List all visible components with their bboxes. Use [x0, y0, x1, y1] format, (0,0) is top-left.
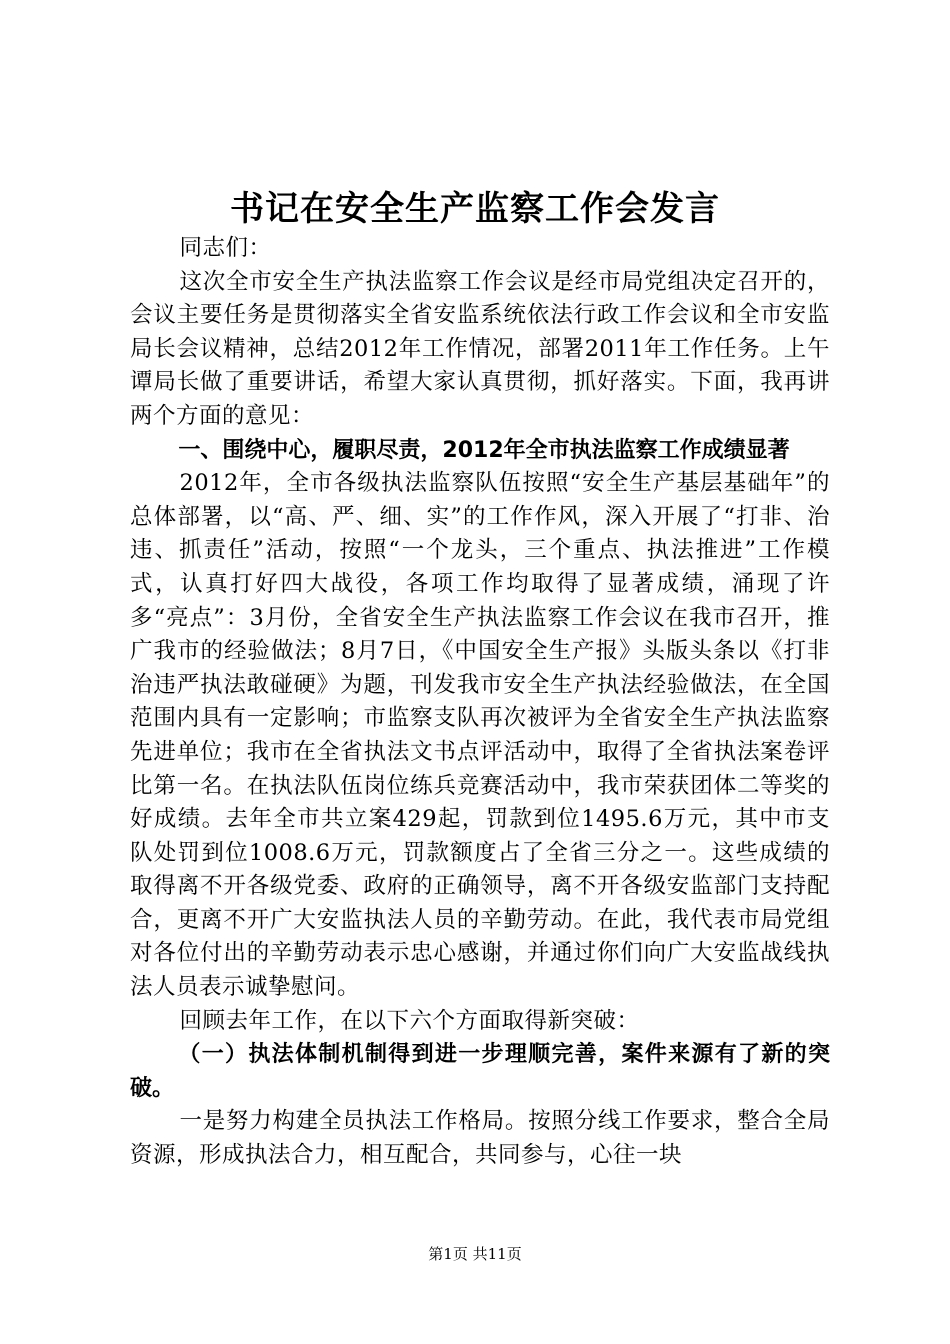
- paragraph-review: 回顾去年工作，在以下六个方面取得新突破：: [179, 1007, 640, 1034]
- document-body: [130, 232, 830, 1173]
- salutation: 同志们：: [179, 235, 272, 261]
- paragraph-first-point: 一是努力构建全员执法工作格局。按照分线工作要求，整合全局资源，形成执法合力，相互配合，共同参与，心往一块: [130, 1108, 830, 1169]
- document-title: 书记在安全生产监察工作会发言: [230, 189, 720, 229]
- subsection-heading-1: （一）执法体制机制得到进一步理顺完善，案件来源有了新的突破。: [130, 1042, 830, 1101]
- paragraph-achievements: 2012年，全市各级执法监察队伍按照“安全生产基层基础年”的总体部署，以“高、严、细、实”的工作作风，深入开展了“打非、治违、抓责任”活动，按照“一个龙头，三个重点、执法推进”工作模式，认真打好四大战役，各项工作均取得了显著成绩，涌现了许多“亮点”：3月份，全省安全生产执法监察工作会议在我市召开，推广我市的经验做法；8月7日，《中国安全生产报》头版头条以《打非治违严执法敢碰硬》为题，刊发我市安全生产执法经验做法，在全国范围内具有一定影响；市监察支队再次被评为全省安全生产执法监察先进单位；我市在全省执法文书点评活动中，取得了全省执法案卷评比第一名。在执法队伍岗位练兵竞赛活动中，我市荣获团体二等奖的好成绩。去年全市共立案429起，罚款到位1495.6万元，其中市支队处罚到位1008.6万元，罚款额度占了全省三分之一。这些成绩的取得离不开各级党委、政府的正确领导，离不开各级安监部门支持配合，更离不开广大安监执法人员的辛勤劳动。在此，我代表市局党组对各位付出的辛勤劳动表示忠心感谢，并通过你们向广大安监战线执法人员表示诚挚慰问。: [130, 470, 830, 1001]
- paragraph-intro: 这次全市安全生产执法监察工作会议是经市局党组决定召开的，会议主要任务是贯彻落实全省安监系统依法行政工作会议和全市安监局长会议精神，总结2012年工作情况，部署2011年工作任务。上午谭局长做了重要讲话，希望大家认真贯彻，抓好落实。下面，我再讲两个方面的意见：: [130, 268, 830, 429]
- page-number-footer: 第1页 共11页: [428, 1245, 522, 1263]
- section-heading-1: 一、围绕中心，履职尽责，2012年全市执法监察工作成绩显著: [178, 437, 790, 463]
